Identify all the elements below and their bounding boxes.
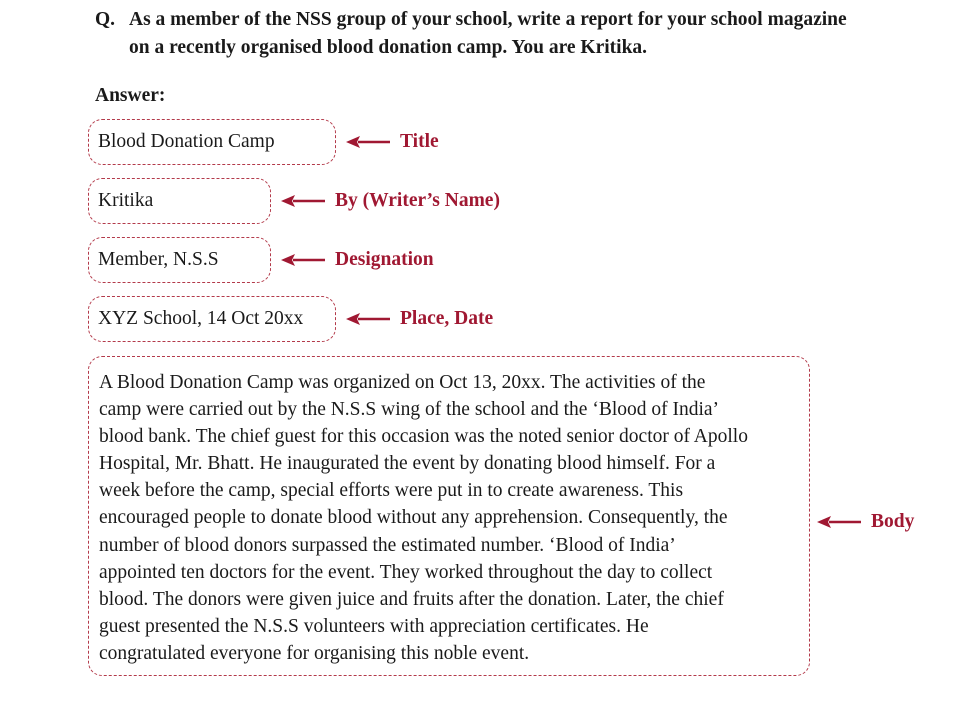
designation-box [88, 237, 271, 283]
title-value: Blood Donation Camp [98, 131, 275, 152]
body-line: blood. The donors were given juice and fruits after the donation. Later, the chief [99, 588, 724, 610]
designation-value: Member, N.S.S [98, 249, 219, 270]
writer-annotation [279, 189, 500, 213]
body-line: A Blood Donation Camp was organized on Oct 13, 20xx. The activities of the [99, 372, 706, 393]
body-annotation [815, 510, 914, 534]
arrow-left-icon [815, 510, 863, 534]
place-date-annotation [344, 307, 493, 331]
question-number: Q. [95, 9, 116, 30]
title-label: Title [400, 131, 439, 152]
body-line: encouraged people to donate blood without any apprehension. Consequently, the [99, 507, 728, 529]
writer-box [88, 178, 271, 224]
arrow-left-icon [279, 189, 327, 213]
place-date-box [88, 296, 336, 342]
question [95, 6, 925, 62]
arrow-left-icon [344, 130, 392, 154]
question-line-1: As a member of the NSS group of your school, write a report for your school magazine [129, 9, 847, 30]
body-line: blood bank. The chief guest for this occasion was the noted senior doctor of Apollo [99, 426, 748, 448]
place-date-label: Place, Date [400, 308, 494, 329]
writer-label: By (Writer’s Name) [335, 190, 500, 211]
place-date-value: XYZ School, 14 Oct 20xx [98, 308, 304, 329]
body-line: guest presented the N.S.S volunteers with appreciation certificates. He [99, 615, 649, 637]
designation-label: Designation [335, 249, 434, 270]
body-label: Body [871, 511, 915, 532]
answer-label: Answer: [95, 85, 166, 106]
title-annotation [344, 130, 439, 154]
body-line: appointed ten doctors for the event. They worked throughout the day to collect [99, 561, 713, 583]
title-box [88, 119, 336, 165]
body-line: number of blood donors surpassed the estimated number. ‘Blood of India’ [99, 534, 676, 556]
body-line: camp were carried out by the N.S.S wing of the school and the ‘Blood of India’ [99, 399, 720, 421]
writer-value: Kritika [98, 190, 154, 211]
designation-annotation [279, 248, 434, 272]
body-box [88, 356, 810, 676]
body-line: Hospital, Mr. Bhatt. He inaugurated the event by donating blood himself. For a [99, 453, 716, 475]
body-line: congratulated everyone for organising this noble event. [99, 642, 530, 664]
question-text [129, 6, 925, 62]
arrow-left-icon [279, 248, 327, 272]
question-line-2: on a recently organised blood donation camp. You are Kritika. [129, 37, 648, 58]
arrow-left-icon [344, 307, 392, 331]
body-line: week before the camp, special efforts were put in to create awareness. This [99, 480, 684, 502]
